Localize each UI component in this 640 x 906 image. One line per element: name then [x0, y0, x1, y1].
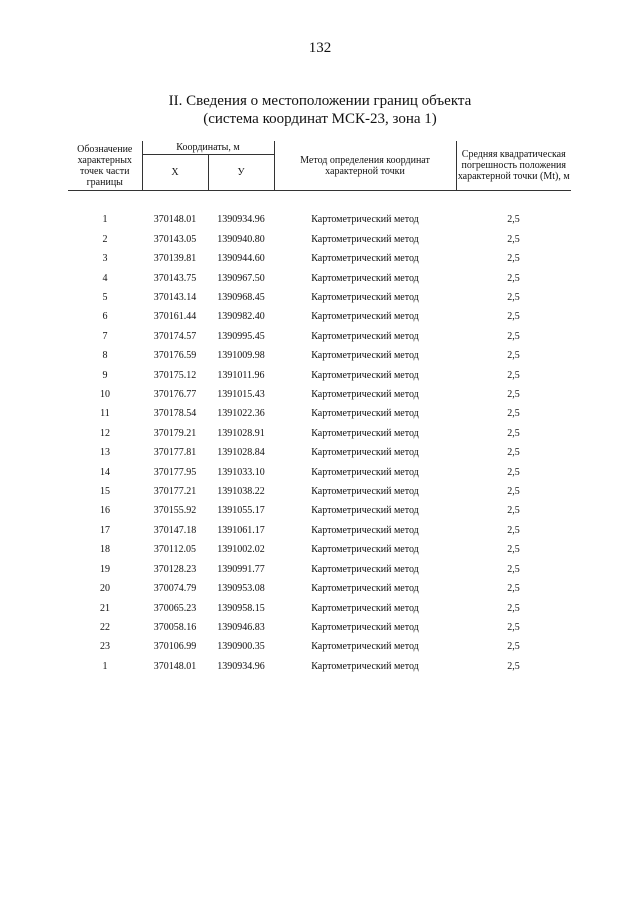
x-cell: 370058.16 — [153, 621, 197, 633]
error-cell: 2,5 — [507, 389, 520, 401]
y-cell: 1390934.96 — [217, 660, 265, 672]
point-number-cell: 7 — [102, 330, 108, 342]
error-cell: 2,5 — [507, 311, 520, 323]
point-number-cell: 18 — [100, 544, 110, 556]
x-cell: 370143.75 — [153, 272, 197, 284]
method-cell: Картометрический метод — [311, 563, 419, 575]
x-cell: 370148.01 — [153, 214, 197, 226]
error-cell: 2,5 — [507, 466, 520, 478]
header-method: Метод определения координат характерной точки — [274, 141, 456, 191]
header-y: У — [208, 155, 274, 191]
method-cell: Картометрический метод — [311, 389, 419, 401]
y-cell: 1391009.98 — [217, 350, 265, 362]
y-cell: 1390953.08 — [217, 583, 265, 595]
table-row — [68, 599, 571, 618]
x-cell: 370178.54 — [153, 408, 197, 420]
table-row — [68, 385, 571, 404]
x-cell: 370176.59 — [153, 350, 197, 362]
point-number-cell: 20 — [100, 583, 110, 595]
method-cell: Картометрический метод — [311, 330, 419, 342]
error-cell: 2,5 — [507, 292, 520, 304]
table-row — [68, 307, 571, 326]
y-cell: 1390946.83 — [217, 621, 265, 633]
point-number-cell: 3 — [102, 253, 108, 265]
error-cell: 2,5 — [507, 505, 520, 517]
method-cell: Картометрический метод — [311, 350, 419, 362]
error-cell: 2,5 — [507, 563, 520, 575]
point-number-cell: 23 — [100, 641, 110, 653]
method-cell: Картометрический метод — [311, 641, 419, 653]
error-cell: 2,5 — [507, 408, 520, 420]
error-cell: 2,5 — [507, 447, 520, 459]
x-cell: 370143.14 — [153, 292, 197, 304]
method-cell: Картометрический метод — [311, 408, 419, 420]
point-number-cell: 1 — [102, 660, 108, 672]
y-cell: 1391002.02 — [217, 544, 265, 556]
table-row — [68, 404, 571, 423]
method-cell: Картометрический метод — [311, 621, 419, 633]
point-number-cell: 17 — [100, 524, 110, 536]
point-number-cell: 5 — [102, 292, 108, 304]
y-cell: 1390967.50 — [217, 272, 265, 284]
error-cell: 2,5 — [507, 602, 520, 614]
error-cell: 2,5 — [507, 621, 520, 633]
y-cell: 1390982.40 — [217, 311, 265, 323]
y-cell: 1391028.84 — [217, 447, 265, 459]
error-cell: 2,5 — [507, 253, 520, 265]
x-cell: 370174.57 — [153, 330, 197, 342]
y-cell: 1390995.45 — [217, 330, 265, 342]
table-row — [68, 501, 571, 520]
point-number-cell: 21 — [100, 602, 110, 614]
point-number-cell: 19 — [100, 563, 110, 575]
method-cell: Картометрический метод — [311, 272, 419, 284]
x-cell: 370065.23 — [153, 602, 197, 614]
x-cell: 370143.05 — [153, 233, 197, 245]
x-cell: 370147.18 — [153, 524, 197, 536]
table-row — [68, 463, 571, 482]
point-number-cell: 10 — [100, 389, 110, 401]
method-cell: Картометрический метод — [311, 505, 419, 517]
error-cell: 2,5 — [507, 583, 520, 595]
point-number-cell: 8 — [102, 350, 108, 362]
method-cell: Картометрический метод — [311, 544, 419, 556]
point-number-cell: 2 — [102, 233, 108, 245]
y-cell: 1391028.91 — [217, 427, 265, 439]
point-number-cell: 11 — [100, 408, 110, 420]
y-cell: 1391055.17 — [217, 505, 265, 517]
y-cell: 1390900.35 — [217, 641, 265, 653]
header-coordinates: Координаты, м — [142, 141, 274, 155]
table-row — [68, 540, 571, 559]
point-number-cell: 6 — [102, 311, 108, 323]
method-cell: Картометрический метод — [311, 292, 419, 304]
x-cell: 370161.44 — [153, 311, 197, 323]
method-cell: Картометрический метод — [311, 447, 419, 459]
point-number-cell: 12 — [100, 427, 110, 439]
table-row — [68, 579, 571, 598]
x-cell: 370148.01 — [153, 660, 197, 672]
table-row — [68, 424, 571, 443]
y-cell: 1390968.45 — [217, 292, 265, 304]
x-cell: 370177.21 — [153, 486, 197, 498]
y-cell: 1390944.60 — [217, 253, 265, 265]
table-row — [68, 269, 571, 288]
point-number-cell: 9 — [102, 369, 108, 381]
method-cell: Картометрический метод — [311, 660, 419, 672]
point-number-cell: 13 — [100, 447, 110, 459]
point-number-cell: 22 — [100, 621, 110, 633]
y-cell: 1391033.10 — [217, 466, 265, 478]
method-cell: Картометрический метод — [311, 214, 419, 226]
y-cell: 1391022.36 — [217, 408, 265, 420]
table-row — [68, 482, 571, 501]
method-cell: Картометрический метод — [311, 486, 419, 498]
x-cell: 370155.92 — [153, 505, 197, 517]
y-cell: 1390934.96 — [217, 214, 265, 226]
error-cell: 2,5 — [507, 486, 520, 498]
table-row — [68, 366, 571, 385]
page-number: 132 — [308, 40, 332, 56]
error-cell: 2,5 — [507, 272, 520, 284]
section-title-line1: II. Сведения о местоположении границ объекта — [168, 93, 472, 109]
error-cell: 2,5 — [507, 544, 520, 556]
method-cell: Картометрический метод — [311, 311, 419, 323]
error-cell: 2,5 — [507, 330, 520, 342]
y-cell: 1391061.17 — [217, 524, 265, 536]
point-number-cell: 16 — [100, 505, 110, 517]
x-cell: 370106.99 — [153, 641, 197, 653]
method-cell: Картометрический метод — [311, 427, 419, 439]
table-row — [68, 618, 571, 637]
error-cell: 2,5 — [507, 214, 520, 226]
error-cell: 2,5 — [507, 641, 520, 653]
y-cell: 1391011.96 — [217, 369, 265, 381]
error-cell: 2,5 — [507, 233, 520, 245]
table-row — [68, 521, 571, 540]
table-row — [68, 249, 571, 268]
method-cell: Картометрический метод — [311, 253, 419, 265]
table-row — [68, 346, 571, 365]
table-row — [68, 230, 571, 249]
header-x: X — [142, 155, 208, 191]
y-cell: 1391015.43 — [217, 389, 265, 401]
section-title-line2: (система координат МСК-23, зона 1) — [203, 111, 437, 127]
section-title — [0, 92, 640, 128]
y-cell: 1390940.80 — [217, 233, 265, 245]
header-error: Средняя квадратическая погрешность положения характерной точки (Mt), м — [456, 141, 571, 191]
table-body — [68, 191, 571, 677]
y-cell: 1391038.22 — [217, 486, 265, 498]
x-cell: 370179.21 — [153, 427, 197, 439]
error-cell: 2,5 — [507, 660, 520, 672]
table-row — [68, 288, 571, 307]
method-cell: Картометрический метод — [311, 583, 419, 595]
method-cell: Картометрический метод — [311, 369, 419, 381]
point-number-cell: 14 — [100, 466, 110, 478]
x-cell: 370176.77 — [153, 389, 197, 401]
table-row — [68, 327, 571, 346]
table-row — [68, 637, 571, 656]
x-cell: 370074.79 — [153, 583, 197, 595]
x-cell: 370139.81 — [153, 253, 197, 265]
x-cell: 370177.95 — [153, 466, 197, 478]
header-point: Обозначение характерных точек части границы — [68, 141, 142, 191]
y-cell: 1390958.15 — [217, 602, 265, 614]
error-cell: 2,5 — [507, 427, 520, 439]
y-cell: 1390991.77 — [217, 563, 265, 575]
method-cell: Картометрический метод — [311, 233, 419, 245]
error-cell: 2,5 — [507, 369, 520, 381]
point-number-cell: 1 — [102, 214, 108, 226]
error-cell: 2,5 — [507, 524, 520, 536]
x-cell: 370128.23 — [153, 563, 197, 575]
x-cell: 370112.05 — [153, 544, 197, 556]
table-row — [68, 560, 571, 579]
coordinates-table — [68, 141, 571, 676]
point-number-cell: 4 — [102, 272, 108, 284]
table-row — [68, 210, 571, 229]
method-cell: Картометрический метод — [311, 602, 419, 614]
table-row — [68, 657, 571, 676]
method-cell: Картометрический метод — [311, 524, 419, 536]
x-cell: 370177.81 — [153, 447, 197, 459]
table-row — [68, 443, 571, 462]
method-cell: Картометрический метод — [311, 466, 419, 478]
x-cell: 370175.12 — [153, 369, 197, 381]
error-cell: 2,5 — [507, 350, 520, 362]
point-number-cell: 15 — [100, 486, 110, 498]
